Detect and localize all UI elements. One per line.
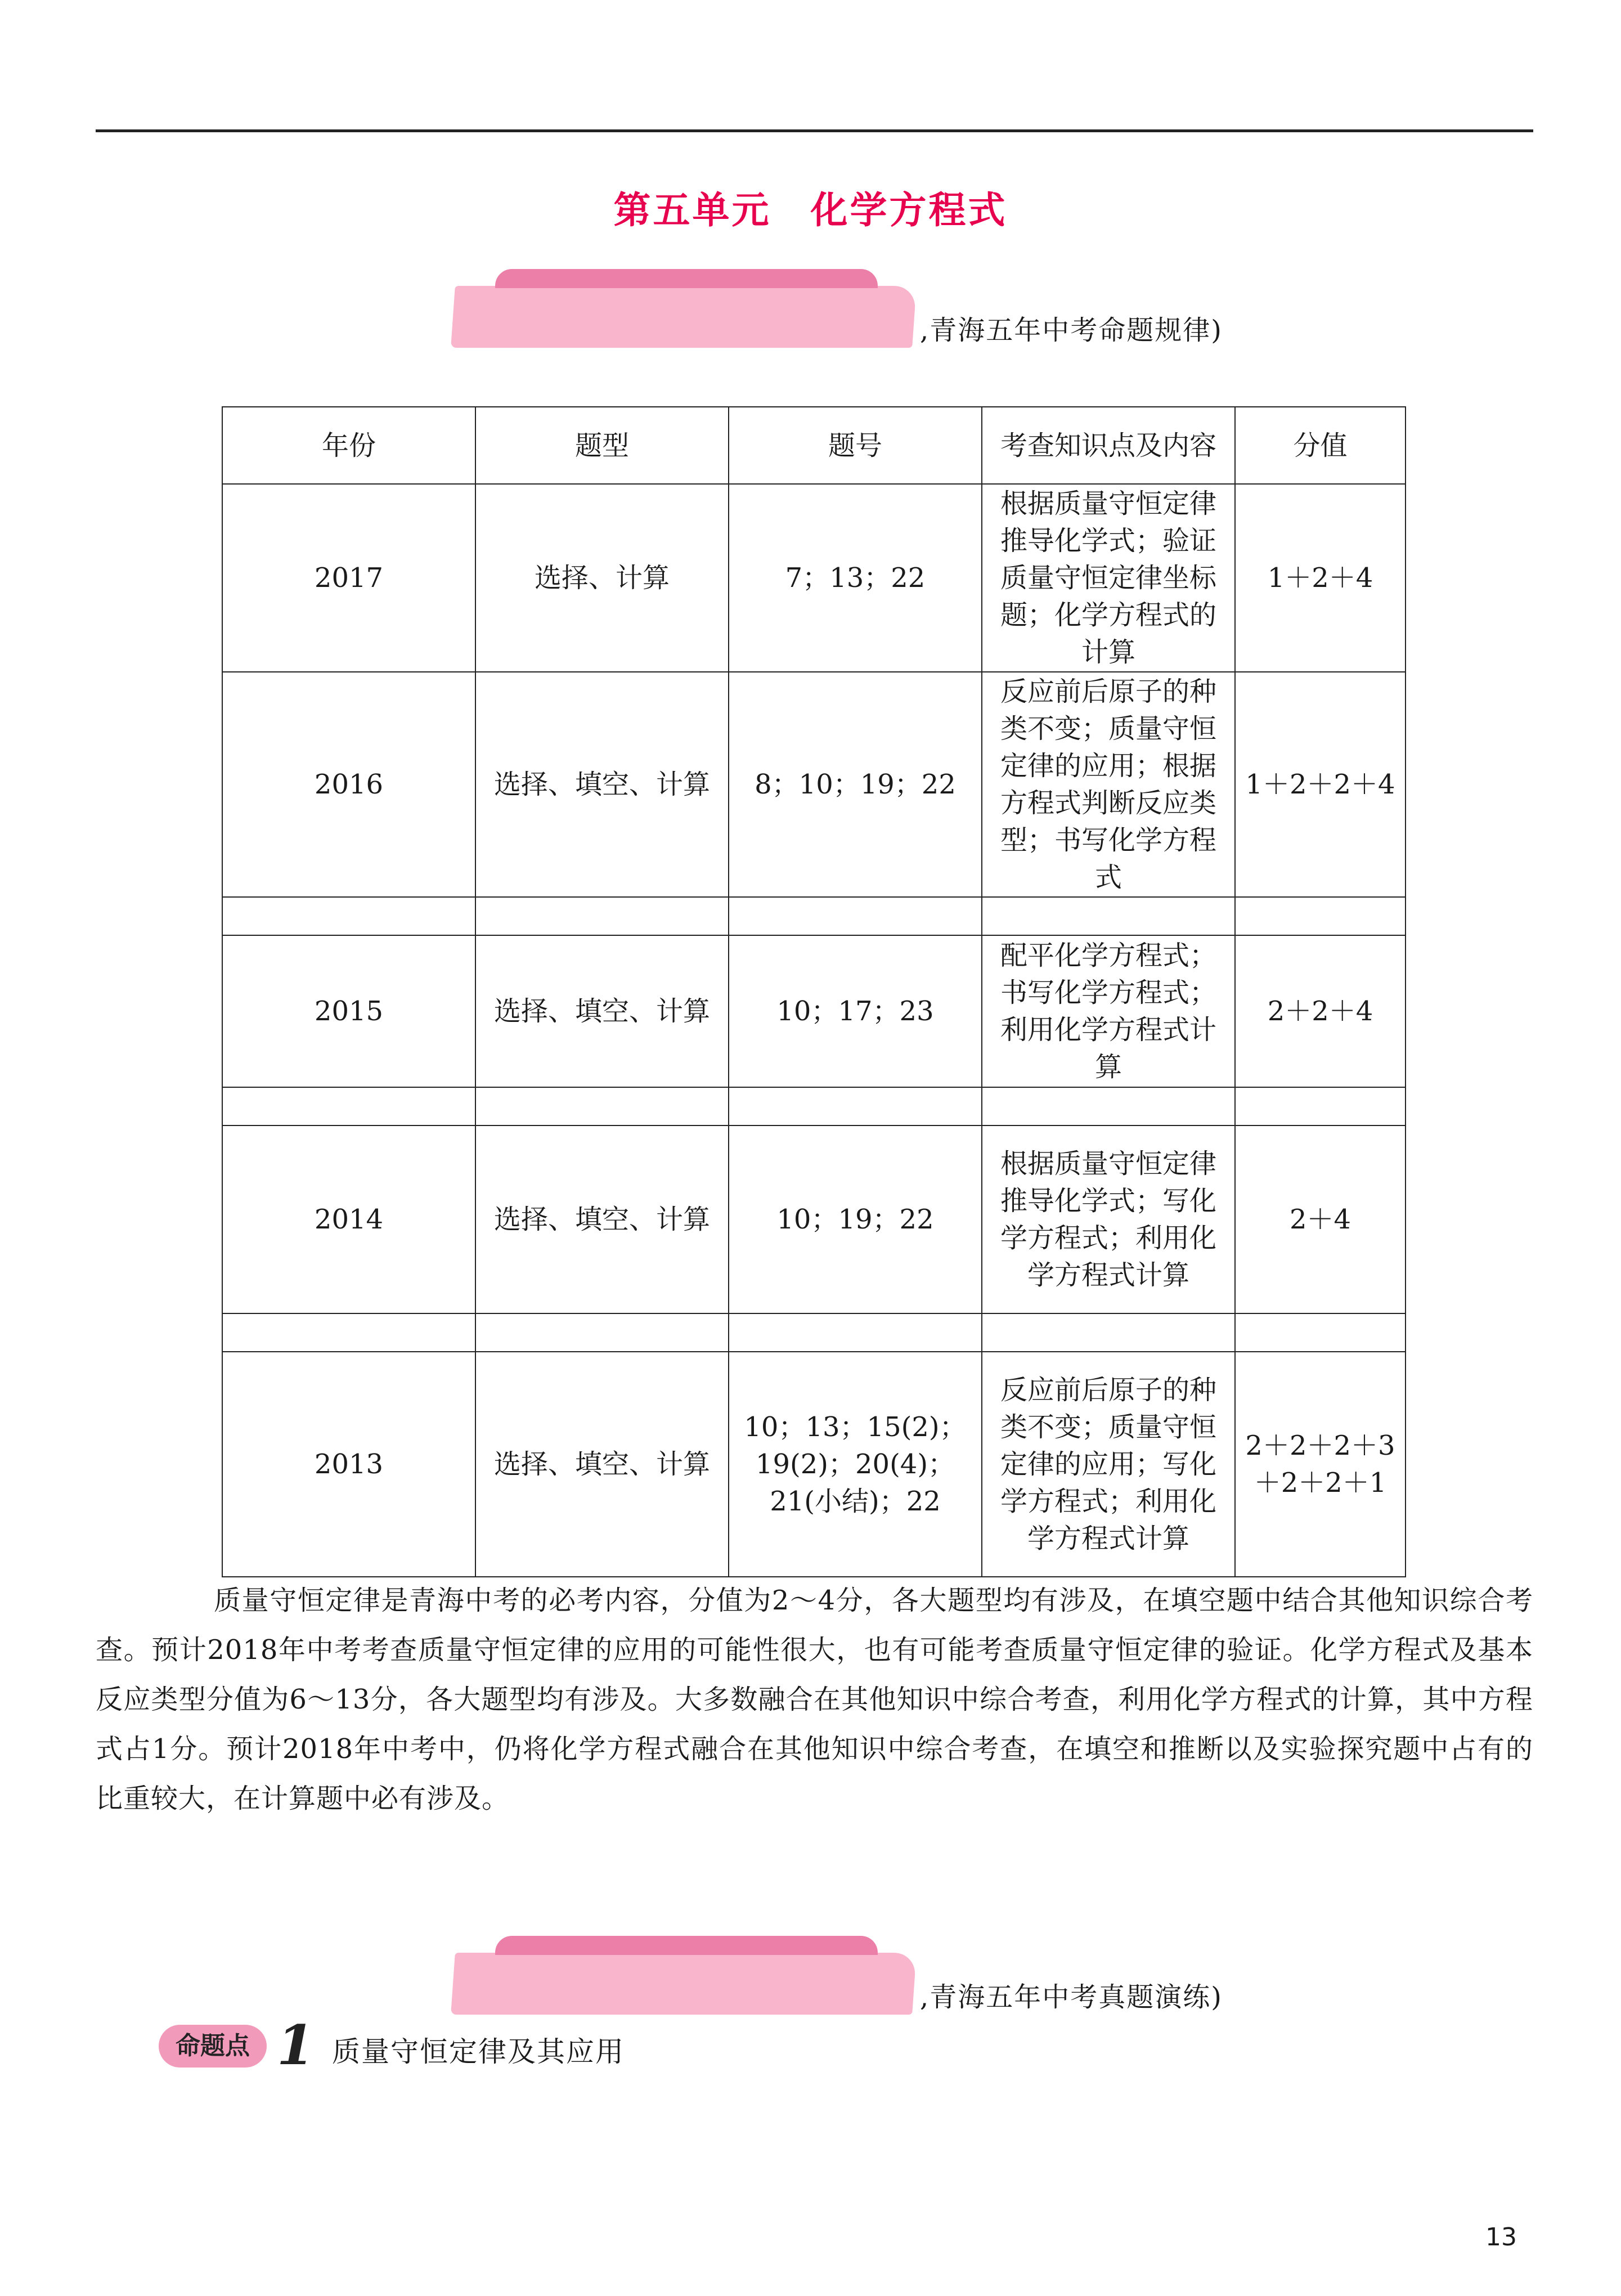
- cell-numbers: 8；10；19；22: [729, 672, 982, 897]
- cell-type: 选择、填空、计算: [475, 672, 729, 897]
- cell-type: 选择、填空、计算: [475, 935, 729, 1087]
- cell-numbers: 10；13；15(2)；19(2)；20(4)；21(小结)；22: [729, 1352, 982, 1577]
- cell-content: 根据质量守恒定律推导化学式；验证质量守恒定律坐标题；化学方程式的计算: [982, 484, 1235, 672]
- table-row: [222, 672, 1406, 897]
- proposition-point-badge: 命题点: [159, 2025, 267, 2068]
- cell-year: 2014: [222, 1125, 475, 1313]
- section-label-patterns: ,青海五年中考命题规律): [920, 315, 1223, 346]
- cell-score: 1＋2＋4: [1235, 484, 1406, 672]
- header-year: 年份: [222, 407, 475, 484]
- cell-year: 2016: [222, 672, 475, 897]
- cell-numbers: 10；17；23: [729, 935, 982, 1087]
- cell-score: 2＋4: [1235, 1125, 1406, 1313]
- cell-numbers: 7；13；22: [729, 484, 982, 672]
- cell-year: 2015: [222, 935, 475, 1087]
- analysis-paragraph: 质量守恒定律是青海中考的必考内容，分值为2～4分，各大题型均有涉及，在填空题中结合其他知识综合考查。预计2018年中考考查质量守恒定律的应用的可能性很大，也有可能考查质量守恒定律的验证。化学方程式及基本反应类型分值为6～13分，各大题型均有涉及。大多数融合在其他知识中综合考查，利用化学方程式的计算，其中方程式占1分。预计2018年中考中，仍将化学方程式融合在其他知识中综合考查，在填空和推断以及实验探究题中占有的比重较大，在计算题中必有涉及。: [96, 1585, 1533, 1814]
- cell-content: 根据质量守恒定律推导化学式；写化学方程式；利用化学方程式计算: [982, 1125, 1235, 1313]
- section-banner-patterns: [453, 269, 1269, 353]
- cell-year: 2017: [222, 484, 475, 672]
- header-rule: [96, 129, 1533, 132]
- unit-title: 第五单元 化学方程式: [613, 189, 1008, 232]
- cell-year: 2013: [222, 1352, 475, 1577]
- table-row: [222, 484, 1406, 672]
- banner-ribbon: [451, 1953, 917, 2015]
- section-banner-practice: [453, 1936, 1269, 2020]
- banner-ribbon-top: [495, 269, 878, 288]
- proposition-point-number: 1: [277, 2014, 315, 2077]
- cell-type: 选择、填空、计算: [475, 1352, 729, 1577]
- cell-type: 选择、填空、计算: [475, 1125, 729, 1313]
- header-type: 题型: [475, 407, 729, 484]
- table-header-row: [222, 407, 1406, 484]
- banner-ribbon-top: [495, 1936, 878, 1955]
- table-row: [222, 935, 1406, 1087]
- table-row: [222, 1125, 1406, 1313]
- proposition-point-title: 质量守恒定律及其应用: [332, 2035, 625, 2068]
- cell-score: 2＋2＋2＋3＋2＋2＋1: [1235, 1352, 1406, 1577]
- cell-score: 1＋2＋2＋4: [1235, 672, 1406, 897]
- cell-content: 配平化学方程式；书写化学方程式；利用化学方程式计算: [982, 935, 1235, 1087]
- cell-content: 反应前后原子的种类不变；质量守恒定律的应用；根据方程式判断反应类型；书写化学方程式: [982, 672, 1235, 897]
- page-number: 13: [1485, 2223, 1517, 2252]
- table-spacer-row: [222, 897, 1406, 935]
- banner-ribbon: [451, 286, 917, 348]
- section-label-practice: ,青海五年中考真题演练): [920, 1981, 1223, 2013]
- exam-stats-table: [222, 406, 1406, 1577]
- cell-numbers: 10；19；22: [729, 1125, 982, 1313]
- cell-type: 选择、计算: [475, 484, 729, 672]
- table-row: [222, 1352, 1406, 1577]
- table-spacer-row: [222, 1087, 1406, 1125]
- header-number: 题号: [729, 407, 982, 484]
- header-score: 分值: [1235, 407, 1406, 484]
- header-content: 考查知识点及内容: [982, 407, 1235, 484]
- table-spacer-row: [222, 1313, 1406, 1352]
- cell-score: 2＋2＋4: [1235, 935, 1406, 1087]
- cell-content: 反应前后原子的种类不变；质量守恒定律的应用；写化学方程式；利用化学方程式计算: [982, 1352, 1235, 1577]
